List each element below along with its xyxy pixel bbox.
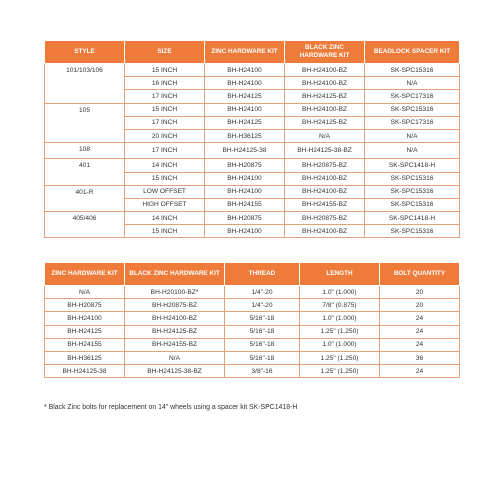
table-cell: BH-H20875 [45, 299, 125, 312]
header-style: STYLE [45, 41, 125, 64]
table-cell: 1/4"-20 [225, 286, 300, 299]
table-cell: BH-H24125-38 [45, 365, 125, 378]
table-cell: 3/8"-16 [225, 365, 300, 378]
table-cell: BH-H20875 [205, 159, 285, 172]
table-cell: BH-H20875-BZ [285, 212, 365, 225]
table-cell: 36 [380, 351, 460, 364]
table-cell: BH-H24100 [205, 64, 285, 77]
table-cell: 5/16"-18 [225, 325, 300, 338]
table-cell: BH-H36125 [45, 351, 125, 364]
table-cell: 15 INCH [125, 103, 205, 116]
table-row [45, 185, 460, 198]
table-row [45, 312, 460, 325]
table-cell: BH-H24100-BZ [285, 172, 365, 185]
table-cell: 24 [380, 312, 460, 325]
table-cell: SK-SPC15316 [365, 225, 460, 238]
table-cell: N/A [285, 129, 365, 142]
table-cell: BH-H24100 [205, 172, 285, 185]
table-row [45, 299, 460, 312]
table-cell: 20 INCH [125, 129, 205, 142]
header-length: LENGTH [300, 263, 380, 286]
table-row [45, 351, 460, 364]
table-cell: 24 [380, 365, 460, 378]
table-cell: 1/4"-20 [225, 299, 300, 312]
table-cell: 15 INCH [125, 64, 205, 77]
table-cell: N/A [365, 77, 460, 90]
header-black-zinc-kit: BLACK ZINC HARDWARE KIT [285, 41, 365, 64]
style-cell: 101/103/106 [45, 64, 125, 104]
bolt-spec-table [44, 262, 460, 378]
table-cell: BH-H24125-38-BZ [285, 143, 365, 159]
table-cell: 5/16"-18 [225, 351, 300, 364]
table-cell: BH-H24100 [205, 77, 285, 90]
table-cell: 17 INCH [125, 90, 205, 103]
table-cell: SK-SPC15316 [365, 185, 460, 198]
table-cell: BH-H24155-BZ [285, 198, 365, 211]
table-cell: BH-H20875-BZ [285, 159, 365, 172]
table-cell: SK-SPC15316 [365, 198, 460, 211]
table-cell: BH-H20875 [205, 212, 285, 225]
table-row [45, 212, 460, 225]
table-cell: BH-H24155-BZ [125, 338, 225, 351]
table-cell: BH-H24100 [205, 225, 285, 238]
table-cell: SK-SPC17316 [365, 90, 460, 103]
table-cell: 15 INCH [125, 225, 205, 238]
table-cell: BH-H24100-BZ [125, 312, 225, 325]
header-spacer-kit: BEADLOCK SPACER KIT [365, 41, 460, 64]
table-cell: BH-H24125-BZ [125, 325, 225, 338]
table-row [45, 325, 460, 338]
table-cell: SK-SPC1418-H [365, 159, 460, 172]
style-cell: 105 [45, 103, 125, 143]
table-cell: BH-H20100-BZ* [125, 286, 225, 299]
header-thread: THREAD [225, 263, 300, 286]
table-cell: BH-H24125-38 [205, 143, 285, 159]
table-header-row [45, 263, 460, 286]
table-row [45, 103, 460, 116]
table-cell: BH-H20875-BZ [125, 299, 225, 312]
table-cell: SK-SPC15316 [365, 172, 460, 185]
table-cell: 14 INCH [125, 212, 205, 225]
table-cell: SK-SPC15316 [365, 103, 460, 116]
table-cell: BH-H24100-BZ [285, 77, 365, 90]
table-cell: BH-H24100-BZ [285, 64, 365, 77]
style-cell: 108 [45, 143, 125, 159]
table-cell: LOW OFFSET [125, 185, 205, 198]
table-cell: 1.25" (1.250) [300, 365, 380, 378]
table-row [45, 143, 460, 159]
wheel-hardware-table-body [45, 64, 460, 238]
style-cell: 405/406 [45, 212, 125, 238]
table-cell: 20 [380, 299, 460, 312]
table-cell: 1.0" (1.000) [300, 338, 380, 351]
table-cell: SK-SPC1418-H [365, 212, 460, 225]
table-cell: HIGH OFFSET [125, 198, 205, 211]
table-row [45, 286, 460, 299]
table-cell: BH-H24100 [205, 103, 285, 116]
table-cell: SK-SPC15316 [365, 64, 460, 77]
table-cell: SK-SPC17316 [365, 116, 460, 129]
table-cell: BH-H36125 [205, 129, 285, 142]
table-cell: 17 INCH [125, 143, 205, 159]
table-row [45, 159, 460, 172]
header-black-zinc-kit: BLACK ZINC HARDWARE KIT [125, 263, 225, 286]
table-cell: BH-H24155 [45, 338, 125, 351]
header-zinc-kit: ZINC HARDWARE KIT [205, 41, 285, 64]
table-cell: BH-H24155 [205, 198, 285, 211]
table-cell: BH-H24125 [205, 116, 285, 129]
table-cell: BH-H24125-BZ [285, 90, 365, 103]
table-cell: 14 INCH [125, 159, 205, 172]
style-cell: 401 [45, 159, 125, 185]
bolt-spec-table-body [45, 286, 460, 378]
table-cell: BH-H24100 [45, 312, 125, 325]
table-cell: 17 INCH [125, 116, 205, 129]
table-cell: N/A [45, 286, 125, 299]
table-cell: 15 INCH [125, 172, 205, 185]
table-cell: 24 [380, 338, 460, 351]
table-cell: 20 [380, 286, 460, 299]
table-row [45, 64, 460, 77]
table-cell: 5/16"-18 [225, 312, 300, 325]
table-cell: BH-H24100-BZ [285, 103, 365, 116]
table-cell: BH-H24100-BZ [285, 225, 365, 238]
table-cell: 5/16"-18 [225, 338, 300, 351]
table-cell: N/A [365, 129, 460, 142]
style-cell: 401-R [45, 185, 125, 211]
header-size: SIZE [125, 41, 205, 64]
header-bolt-quantity: BOLT QUANTITY [380, 263, 460, 286]
table-cell: 1.25" (1.250) [300, 325, 380, 338]
table-header-row [45, 41, 460, 64]
table-cell: 1.0" (1.000) [300, 312, 380, 325]
table-cell: BH-H24100 [205, 185, 285, 198]
table-cell: BH-H24125-BZ [285, 116, 365, 129]
table-cell: N/A [365, 143, 460, 159]
table-cell: BH-H24125 [205, 90, 285, 103]
table-cell: 1.0" (1.000) [300, 286, 380, 299]
table-cell: 1.25" (1.250) [300, 351, 380, 364]
table-cell: 7/8" (0.875) [300, 299, 380, 312]
table-cell: 16 INCH [125, 77, 205, 90]
table-cell: BH-H24100-BZ [285, 185, 365, 198]
footnote: * Black Zinc bolts for replacement on 14" wheels using a spacer kit SK-SPC1418-H [44, 404, 298, 411]
table-cell: BH-H24125 [45, 325, 125, 338]
header-zinc-kit: ZINC HARDWARE KIT [45, 263, 125, 286]
table-cell: BH-H24125-38-BZ [125, 365, 225, 378]
table-row [45, 365, 460, 378]
table-cell: 24 [380, 325, 460, 338]
wheel-hardware-table [44, 40, 460, 238]
table-cell: N/A [125, 351, 225, 364]
table-row [45, 338, 460, 351]
